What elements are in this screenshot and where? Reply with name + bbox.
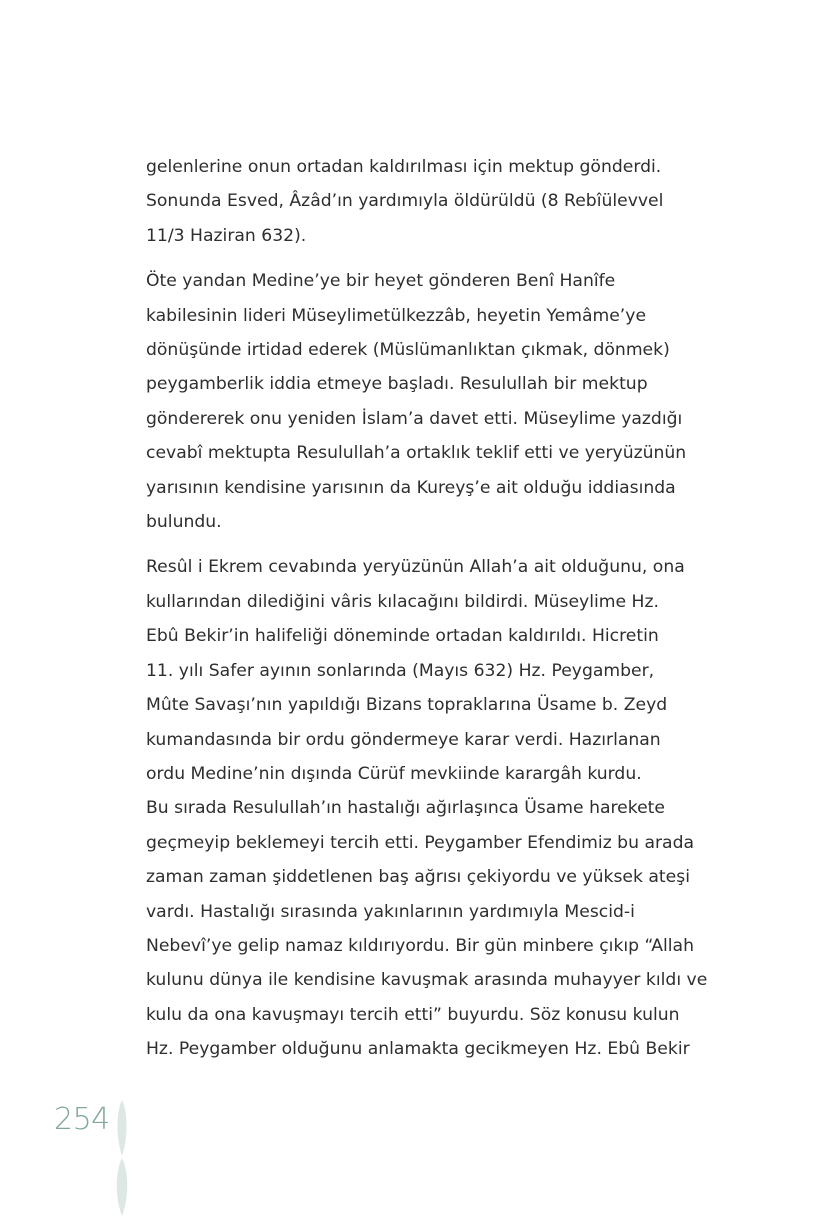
- page-body: [146, 150, 706, 1078]
- text-line: Sonunda Esved, Âzâd’ın yardımıyla öldürüldü (8 Rebîülevvel: [146, 191, 664, 212]
- leaf-lower-icon: [117, 1158, 128, 1216]
- text-line: bulundu.: [146, 512, 222, 533]
- text-line: kullarından dilediğini vâris kılacağını bildirdi. Müseylime Hz.: [146, 591, 659, 612]
- page-number: 254: [54, 1102, 110, 1137]
- leaf-ornament-icon: [112, 1098, 132, 1216]
- text-line: Mûte Savaşı’nın yapıldığı Bizans topraklarına Üsame b. Zeyd: [146, 695, 668, 716]
- leaf-upper-icon: [118, 1100, 127, 1156]
- text-line: ordu Medine’nin dışında Cürüf mevkiinde karargâh kurdu.: [146, 763, 642, 784]
- text-line: Öte yandan Medine’ye bir heyet gönderen Benî Hanîfe: [146, 271, 616, 292]
- text-line: yarısının kendisine yarısının da Kureyş’e ait olduğu iddiasında: [146, 477, 676, 498]
- text-line: dönüşünde irtidad ederek (Müslümanlıktan çıkmak, dönmek): [146, 340, 670, 361]
- text-line: Hz. Peygamber olduğunu anlamakta gecikmeyen Hz. Ebû Bekir: [146, 1039, 690, 1060]
- text-line: peygamberlik iddia etmeye başladı. Resulullah bir mektup: [146, 374, 648, 395]
- text-line: kabilesinin lideri Müseylimetülkezzâb, heyetin Yemâme’ye: [146, 305, 647, 326]
- text-line: geçmeyip beklemeyi tercih etti. Peygamber Efendimiz bu arada: [146, 832, 695, 853]
- text-line: gelenlerine onun ortadan kaldırılması için mektup gönderdi.: [146, 157, 662, 177]
- text-line: Ebû Bekir’in halifeliği döneminde ortadan kaldırıldı. Hicretin: [146, 626, 659, 647]
- paragraph-3: [146, 550, 706, 1066]
- text-line: Nebevî’ye gelip namaz kıldırıyordu. Bir gün minbere çıkıp “Allah: [146, 935, 694, 956]
- text-line: kulu da ona kavuşmayı tercih etti” buyurdu. Söz konusu kulun: [146, 1004, 680, 1025]
- paragraph-1: [146, 150, 706, 253]
- text-line: 11. yılı Safer ayının sonlarında (Mayıs 632) Hz. Peygamber,: [146, 660, 655, 681]
- text-line: cevabî mektupta Resulullah’a ortaklık teklif etti ve yeryüzünün: [146, 443, 687, 464]
- text-line: zaman zaman şiddetlenen baş ağrısı çekiyordu ve yüksek ateşi: [146, 867, 690, 888]
- text-line: kumandasında bir ordu göndermeye karar verdi. Hazırlanan: [146, 729, 661, 750]
- text-line: Resûl i Ekrem cevabında yeryüzünün Allah’a ait olduğunu, ona: [146, 557, 685, 578]
- text-line: vardı. Hastalığı sırasında yakınlarının yardımıyla Mescid-i: [146, 901, 635, 922]
- text-line: 11/3 Haziran 632).: [146, 225, 307, 246]
- text-line: Bu sırada Resulullah’ın hastalığı ağırlaşınca Üsame harekete: [146, 798, 665, 819]
- text-line: göndererek onu yeniden İslam’a davet etti. Müseylime yazdığı: [146, 408, 683, 429]
- paragraph-2: [146, 264, 706, 539]
- text-line: kulunu dünya ile kendisine kavuşmak arasında muhayyer kıldı ve: [146, 970, 708, 991]
